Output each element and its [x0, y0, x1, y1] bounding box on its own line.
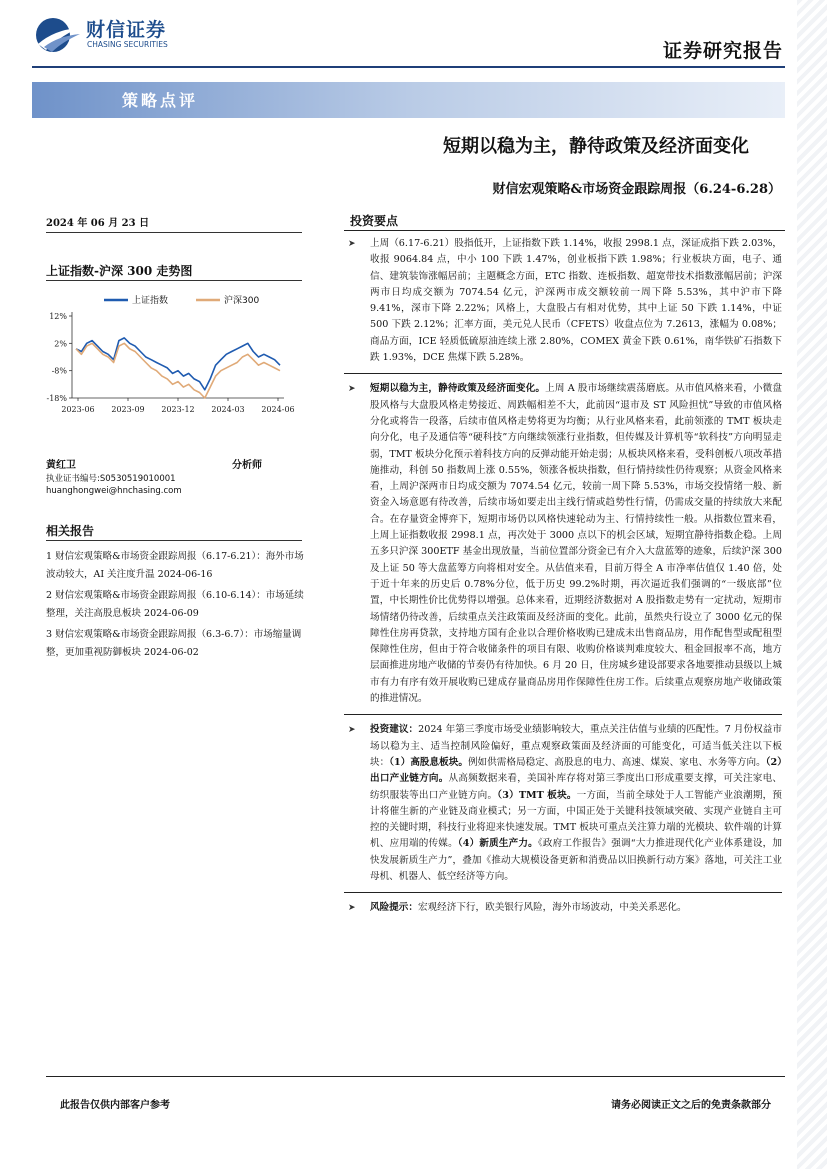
- bullet-arrow-icon: ➤: [348, 903, 356, 914]
- advice-item-1-text: 例如供需格局稳定、高股息的电力、高速、煤炭、家电、水务等方向。: [467, 756, 766, 768]
- category-banner: [32, 82, 785, 118]
- paragraph-divider: [344, 714, 782, 715]
- advice-item-3-lead: （3）TMT 板块。: [497, 789, 577, 801]
- key-points-body: [344, 236, 782, 917]
- analyst-name: 黄红卫: [46, 460, 76, 471]
- index-trend-chart: [40, 286, 310, 426]
- analyst-cert: 执业证书编号:S0530519010001: [46, 474, 176, 484]
- key-points-divider: [344, 230, 785, 231]
- key-points-heading: 投资要点: [350, 214, 399, 228]
- logo-name-en: CHASING SECURITIES: [87, 40, 168, 49]
- footer-note-left: 此报告仅供内部客户参考: [60, 1100, 170, 1111]
- advice-item-1-lead: （1）高股息板块。: [389, 756, 468, 768]
- header-divider: [32, 66, 785, 68]
- footer-divider: [46, 1076, 785, 1077]
- logo-name-cn: 财信证券: [86, 19, 167, 41]
- chart-heading-divider: [46, 280, 302, 281]
- analyst-email[interactable]: huanghongwei@hnchasing.com: [46, 486, 182, 496]
- investment-advice-paragraph: [344, 722, 782, 885]
- y-tick-label: 2%: [54, 339, 67, 349]
- advice-item-2-text: 从高频数据来看，美国补库存将对第三季度出口形成重要支撑，可关注家电、纺织服装等出口产业链方向。: [370, 773, 783, 801]
- chart-series: [76, 338, 280, 398]
- risk-lead: 风险提示：: [370, 902, 418, 914]
- related-report-item[interactable]: 1 财信宏观策略&市场资金跟踪周报（6.17-6.21）：海外市场波动较大，AI 关注度升温 2024-06-16: [46, 551, 304, 580]
- chart-legend: [104, 294, 259, 306]
- advice-item-3-text: 一方面，当前全球处于人工智能产业浪潮期，预计将催生新的产业链及商业模式；另一方面，中国正处于关键科技领域突破、实现产业链自主可控的关键时期，科技行业将迎来快速发展。TMT 板块可重点关注算力端的光模块、软件端的计算机、应用端的传媒。: [370, 789, 782, 850]
- related-report-item[interactable]: 3 财信宏观策略&市场资金跟踪周报（6.3-6.7）：市场缩量调整，更加重视防御板块 2024-06-02: [46, 629, 302, 658]
- x-tick-label: 2023-12: [161, 405, 195, 414]
- company-logo: [34, 16, 194, 52]
- report-type-label: 证券研究报告: [662, 40, 783, 62]
- advice-item-2-lead: （2）出口产业链方向。: [370, 756, 783, 785]
- advice-text: 2024 年第三季度市场受业绩影响较大，重点关注估值与业绩的匹配性。7 月份权益市场以稳为主、适当控制风险偏好，重点观察政策面及经济面的可能变化，可适当低关注以下板块：: [370, 724, 782, 768]
- strategy-lead: 短期以稳为主，静待政策及经济面变化。: [370, 383, 546, 395]
- chart-heading: 上证指数-沪深 300 走势图: [46, 264, 193, 278]
- related-heading-divider: [46, 540, 302, 541]
- page-subtitle: 财信宏观策略&市场资金跟踪周报（6.24-6.28）: [492, 182, 781, 197]
- bullet-arrow-icon: ➤: [348, 239, 356, 249]
- decorative-side-stripe: [797, 0, 827, 1169]
- legend-label: 沪深300: [224, 296, 260, 306]
- category-label: 策略点评: [122, 91, 199, 110]
- x-tick-label: 2023-06: [61, 405, 95, 414]
- y-tick-label: -8%: [51, 366, 67, 376]
- bullet-arrow-icon: ➤: [348, 384, 356, 395]
- analyst-title: 分析师: [232, 460, 262, 471]
- market-review-text: 上周（6.17-6.21）股指低开，上证指数下跌 1.14%，收报 2998.1 点，深证成指下跌 2.03%，收报 9064.84 点，中小 100 下跌 1.47%，创业板指下跌 1.98%；行业板块方面，电子、通信、建筑装饰涨幅居前；主题概念方面，ETC 指数、连板指数、超宽带技术指数涨幅居前；沪深两市日均成交额为 7074.54 亿元，沪深两市成交额较前一周下降 5.53%，其中沪市下降 9.41%，深市下降 2.22%；风格上，大盘股占有相对优势，其中上证 50 下跌 1.14%，中证 500 下跌 2.12%；汇率方面，美元兑人民币（CFETS）收盘点位为 7.2613，涨幅为 0.08%；商品方面，ICE 轻质低硫原油连续上涨 2.80%，COMEX 黄金下跌 0.61%，南华铁矿石指数下跌 1.93%，DCE 焦煤下跌 5.28%。: [370, 238, 782, 364]
- related-reports-heading: 相关报告: [46, 524, 95, 538]
- x-tick-label: 2023-09: [111, 405, 145, 414]
- advice-item-4-lead: （4）新质生产力。: [457, 838, 538, 850]
- paragraph-divider: [344, 892, 782, 893]
- x-tick-label: 2024-06: [261, 405, 295, 414]
- risk-text: 宏观经济下行，欧美银行风险，海外市场波动，中美关系恶化。: [417, 902, 687, 914]
- related-reports-list: [46, 548, 308, 665]
- market-review-paragraph: [344, 236, 782, 366]
- advice-item-4-text: 《政府工作报告》强调“大力推进现代化产业体系建设，加快发展新质生产力”，叠加《推动大规模设备更新和消费品以旧换新行动方案》落地，可关注工业母机、机器人、低空经济等方向。: [370, 838, 782, 882]
- legend-label: 上证指数: [132, 296, 169, 306]
- advice-lead: 投资建议：: [370, 724, 419, 736]
- paragraph-divider: [344, 373, 782, 374]
- risk-paragraph: [344, 900, 782, 916]
- bullet-arrow-icon: ➤: [348, 725, 356, 736]
- related-report-item[interactable]: 2 财信宏观策略&市场资金跟踪周报（6.10-6.14）：市场延续整理，关注高股息板块 2024-06-09: [46, 590, 304, 619]
- report-date: 2024 年 06 月 23 日: [46, 218, 150, 229]
- strategy-text: 上周 A 股市场继续震荡磨底。从市值风格来看，小微盘股风格与大盘股风格走势接近、周跌幅相差不大，此前因“退市及 ST 风险担忧”导致的市值风格分化或将告一段落，后续市值风格走势将更为均衡；从行业风格来看，此前领涨的 TMT 板块走向分化，电子及通信等“硬科技”方向继续领涨行业指数，但传媒及计算机等“软科技”方向明显走弱，TMT 板块分化预示着科技方向的反弹动能开始走弱；从板块风格来看，受科创板八项改革措施推动，科创 50 指数周上涨 0.55%，领涨各板块指数，但行情持续性仍待观察；从资金风格来看，上周沪深两市日均成交额为 7074.54 亿元，较前一周下降 5.53%，市场交投情绪一般、新资金入场意愿有待改善，后续市场如要走出主线行情或趋势性行情，仍需成交量的持续放大来配合。在存量资金博弈下，短期市场仍以风格快速轮动为主、行情持续性一般。从指数位置来看，上周上证指数收报 2998.1 点，再次处于 3000 点以下的机会区域，短期宜静待指数企稳。上周五多只沪深 300ETF 基金出现放量，当前位置部分资金已有介入大盘蓝筹的迹象，后续沪深 300 及上证 50 等大盘蓝筹方向将相对安全。从估值来看，目前万得全 A 市净率估值仅 1.40 倍，处于近十年来的历史后 0.78%分位，低于历史 99.2%时期，再次逼近我们强调的“一级底部”位置，中长期性价比优势得以增强。总体来看，近期经济数据对 A 股指数走势有一定扰动，短期市场情绪仍待改善，后续重点关注政策面及经济面的变化。此前，虽然央行设立了 3000 亿元的保障性住房再贷款，支持地方国有企业以合理价格收购已建成未出售商品房，用作配售型或配租型保障性住房，但由于符合收储条件的项目有限、收购价格谈判难度较大、租金回报率不高，地方层面推进房地产收储的节奏仍有待加快。6 月 20 日，住房城乡建设部要求各地要推动县级以上城市有力有序有效开展收购已建成存量商品房用作保障性住房工作。后续重点观察房地产收储政策的推进情况。: [370, 383, 783, 705]
- page-title: 短期以稳为主，静待政策及经济面变化: [443, 136, 749, 157]
- footer-note-right: 请务必阅读正文之后的免责条款部分: [611, 1100, 771, 1111]
- x-tick-label: 2024-03: [211, 405, 245, 414]
- date-divider: [46, 232, 302, 233]
- strategy-paragraph: [344, 381, 782, 707]
- y-tick-label: -18%: [46, 394, 67, 403]
- y-tick-label: 12%: [49, 312, 67, 321]
- logo-emblem-icon: [34, 16, 82, 54]
